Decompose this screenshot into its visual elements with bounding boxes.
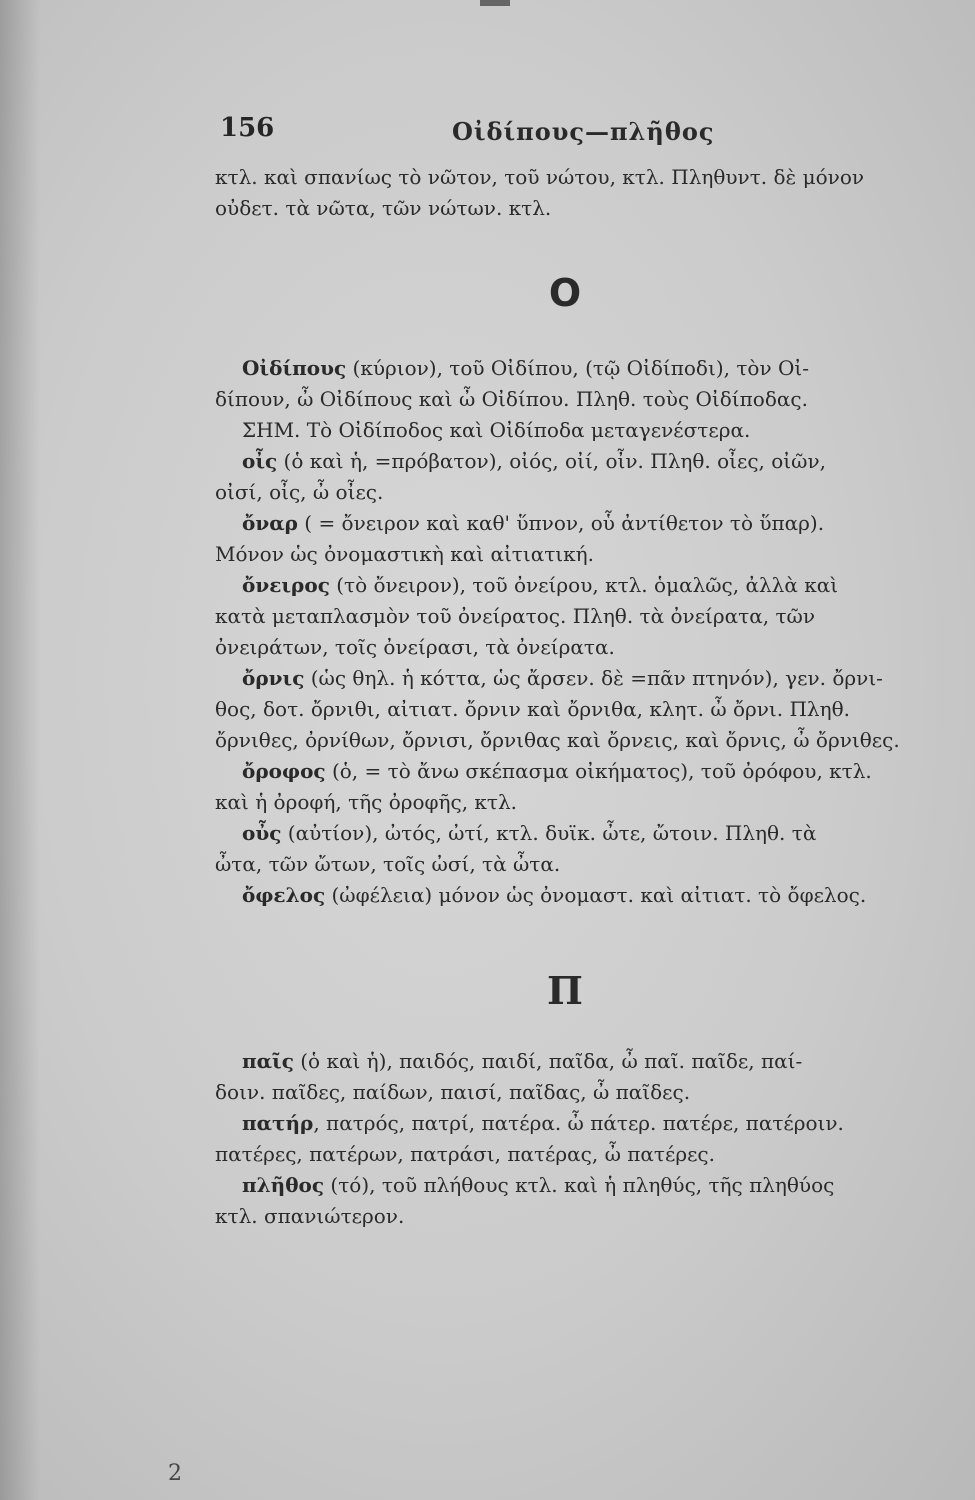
entry-pais: [215, 1046, 915, 1077]
entry-continuation: κτλ. σπανιώτερον.: [215, 1204, 405, 1228]
entry-orofos: [215, 756, 915, 787]
entry-continuation: θος, δοτ. ὄρνιθι, αἰτιατ. ὄρνιν καὶ ὄρνιθα, κλητ. ὦ ὄρνι. Πληθ.: [215, 697, 850, 721]
entry-lemma: ὄφελος: [242, 883, 326, 907]
page-number: 156: [220, 113, 275, 143]
entry-lemma: πατήρ: [242, 1111, 314, 1135]
section-heading-o: Ο: [548, 271, 582, 315]
entry-ofelos: [215, 880, 915, 911]
entry-oidipous: [215, 353, 915, 384]
entry-continuation: καὶ ἡ ὀροφή, τῆς ὀροφῆς, κτλ.: [215, 790, 518, 814]
footer-mark: 2: [168, 1461, 182, 1486]
entry-continuation: ὄρνιθες, ὀρνίθων, ὄρνισι, ὄρνιθας καὶ ὄρνεις, καὶ ὄρνις, ὦ ὄρνιθες.: [215, 728, 900, 752]
entry-lemma: ὄναρ: [242, 511, 298, 535]
entry-plethos: [215, 1170, 915, 1201]
section-heading-pi: Π: [547, 968, 583, 1013]
page-header: [220, 113, 915, 153]
entry-text: (κύριον), τοῦ Οἰδίπου, (τῷ Οἰδίποδι), τὸν Οἰ-: [346, 356, 809, 380]
entry-text: (ὁ καὶ ἡ), παιδός, παιδί, παῖδα, ὦ παῖ. παῖδε, παί-: [293, 1049, 803, 1073]
entry-continuation: πατέρες, πατέρων, πατράσι, πατέρας, ὦ πατέρες.: [215, 1142, 715, 1166]
entry-text: (τό), τοῦ πλήθους κτλ. καὶ ἡ πληθύς, τῆς πληθύος: [324, 1173, 835, 1197]
intro-line-2: οὐδετ. τὰ νῶτα, τῶν νώτων. κτλ.: [215, 196, 552, 220]
entry-lemma: ὄνειρος: [242, 573, 330, 597]
intro-line-1: κτλ. καὶ σπανίως τὸ νῶτον, τοῦ νώτου, κτλ. Πληθυντ. δὲ μόνον: [215, 165, 865, 189]
entry-text: (αὐτίον), ὠτός, ὠτί, κτλ. δυϊκ. ὦτε, ὤτοιν. Πληθ. τὰ: [281, 821, 817, 845]
top-ink-mark: [480, 0, 510, 6]
dictionary-body: [215, 162, 915, 1232]
entry-text: (ὁ καὶ ἡ, =πρόβατον), οἰός, οἰί, οἶν. Πληθ. οἶες, οἰῶν,: [277, 449, 826, 473]
entry-oneiros: [215, 570, 915, 601]
entry-continuation: ὦτα, τῶν ὤτων, τοῖς ὠσί, τὰ ὦτα.: [215, 852, 561, 876]
entry-note: ΣΗΜ. Τὸ Οἰδίποδος καὶ Οἰδίποδα μεταγενέστερα.: [242, 418, 751, 442]
entry-lemma: ὄροφος: [242, 759, 326, 783]
entry-lemma: πλῆθος: [242, 1173, 325, 1197]
entry-lemma: οἶς: [242, 449, 278, 473]
entry-lemma: οὖς: [242, 821, 282, 845]
entry-continuation: Μόνον ὡς ὀνομαστικὴ καὶ αἰτιατική.: [215, 542, 594, 566]
entry-continuation: δίπουν, ὦ Οἰδίπους καὶ ὦ Οἰδίπου. Πληθ. τοὺς Οἰδίποδας.: [215, 387, 808, 411]
entry-continuation: οἰσί, οἶς, ὦ οἶες.: [215, 480, 384, 504]
entry-text: (ὡς θηλ. ἡ κόττα, ὡς ἄρσεν. δὲ =πᾶν πτηνόν), γεν. ὄρνι-: [304, 666, 883, 690]
entry-ous: [215, 818, 915, 849]
entry-lemma: Οἰδίπους: [242, 356, 347, 380]
entry-text: (ὠφέλεια) μόνον ὡς ὀνομαστ. καὶ αἰτιατ. τὸ ὄφελος.: [325, 883, 867, 907]
entry-pater: [215, 1108, 915, 1139]
page-edge-shadow: [0, 0, 40, 1500]
entry-ois: [215, 446, 915, 477]
entry-text: (τὸ ὄνειρον), τοῦ ὀνείρου, κτλ. ὁμαλῶς, ἀλλὰ καὶ: [329, 573, 839, 597]
running-title: Οἰδίπους—πλῆθος: [452, 117, 715, 146]
entry-ornis: [215, 663, 915, 694]
entry-continuation: ὀνειράτων, τοῖς ὀνείρασι, τὰ ὀνείρατα.: [215, 635, 615, 659]
entry-text: ( = ὄνειρον καὶ καθ' ὕπνον, οὗ ἀντίθετον τὸ ὕπαρ).: [297, 511, 825, 535]
entry-onar: [215, 508, 915, 539]
entry-continuation: δοιν. παῖδες, παίδων, παισί, παῖδας, ὦ παῖδες.: [215, 1080, 691, 1104]
entry-text: (ὁ, = τὸ ἄνω σκέπασμα οἰκήματος), τοῦ ὀρόφου, κτλ.: [325, 759, 872, 783]
entry-text: , πατρός, πατρί, πατέρα. ὦ πάτερ. πατέρε, πατέροιν.: [313, 1111, 844, 1135]
entry-continuation: κατὰ μεταπλασμὸν τοῦ ὀνείρατος. Πληθ. τὰ ὀνείρατα, τῶν: [215, 604, 815, 628]
entry-lemma: παῖς: [242, 1049, 294, 1073]
entry-lemma: ὄρνις: [242, 666, 305, 690]
